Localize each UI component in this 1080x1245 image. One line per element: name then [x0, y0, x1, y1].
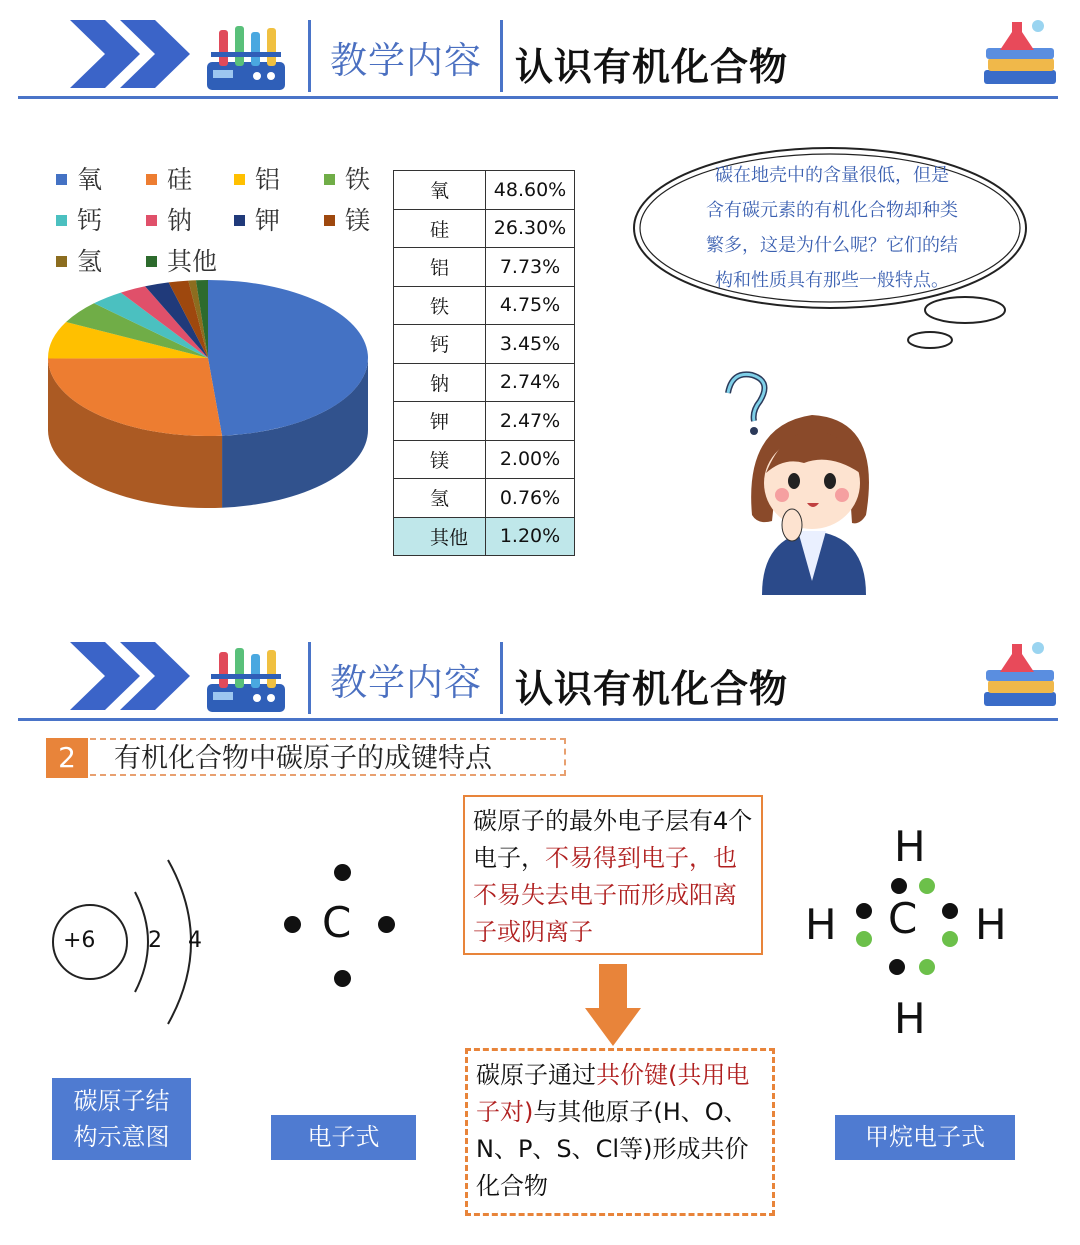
electron-dot-hydrogen	[942, 931, 958, 947]
header-bottom	[0, 622, 1080, 732]
hydrogen-right: H	[975, 900, 1007, 949]
element-percent-cell: 48.60%	[486, 171, 575, 210]
element-name-cell: 钠	[394, 363, 486, 402]
pie-chart	[40, 270, 380, 520]
hydrogen-top: H	[894, 822, 926, 871]
electron-dot	[334, 864, 351, 881]
electron-dot	[284, 916, 301, 933]
legend-item: 钙	[56, 201, 102, 237]
chevron-arrows-icon	[60, 14, 190, 94]
hydrogen-left: H	[805, 900, 837, 949]
electron-dot-hydrogen	[919, 878, 935, 894]
label-methane-formula: 甲烷电子式	[835, 1115, 1015, 1160]
legend-item: 铝	[234, 160, 280, 196]
legend-item: 钠	[146, 201, 192, 237]
element-name-cell: 钙	[394, 325, 486, 364]
test-tube-rack-icon	[205, 644, 287, 714]
electron-dot	[891, 878, 907, 894]
table-row	[394, 363, 575, 402]
header-label: 教学内容	[330, 39, 482, 82]
shell2-electrons: 4	[188, 928, 202, 953]
nucleus-charge: +6	[63, 928, 96, 953]
table-row	[394, 209, 575, 248]
element-percent-cell: 3.45%	[486, 325, 575, 364]
electron-dot-hydrogen	[856, 931, 872, 947]
header-top	[0, 0, 1080, 110]
element-percent-cell: 2.47%	[486, 402, 575, 441]
element-percent-cell: 2.00%	[486, 440, 575, 479]
table-row	[394, 517, 575, 556]
electron-dot	[889, 959, 905, 975]
label-atom-structure: 碳原子结 构示意图	[52, 1078, 191, 1160]
element-name-cell: 硅	[394, 209, 486, 248]
table-row	[394, 171, 575, 210]
element-percent-cell: 26.30%	[486, 209, 575, 248]
element-name-cell: 镁	[394, 440, 486, 479]
element-name-cell: 其他	[394, 517, 486, 556]
chevron-arrows-icon	[60, 636, 190, 716]
covalent-bond-note: 碳原子通过共价键(共用电子对)与其他原子(H、O、N、P、S、Cl等)形成共价化合物	[465, 1048, 775, 1216]
section-title: 有机化合物中碳原子的成键特点	[90, 738, 566, 776]
hydrogen-bottom: H	[894, 994, 926, 1043]
legend-item: 镁	[324, 201, 370, 237]
thinking-girl-illustration	[712, 365, 872, 595]
legend-item: 其他	[146, 242, 217, 278]
element-percent-cell: 1.20%	[486, 517, 575, 556]
table-row	[394, 479, 575, 518]
electron-dot	[942, 903, 958, 919]
down-arrow-icon	[585, 964, 641, 1046]
carbon-valence-note: 碳原子的最外电子层有4个电子，不易得到电子，也不易失去电子而形成阳离子或阴离子	[463, 795, 763, 955]
table-row	[394, 402, 575, 441]
header-label: 教学内容	[330, 661, 482, 704]
table-row	[394, 325, 575, 364]
element-name-cell: 铝	[394, 248, 486, 287]
element-percent-cell: 7.73%	[486, 248, 575, 287]
legend-item: 硅	[146, 160, 192, 196]
element-name-cell: 氢	[394, 479, 486, 518]
legend-item: 钾	[234, 201, 280, 237]
table-row	[394, 248, 575, 287]
bubble-text: 碳在地壳中的含量很低，但是 含有碳元素的有机化合物却种类 繁多，这是为什么呢？它们的结 构和性质具有那些一般特点。	[706, 165, 958, 291]
carbon-symbol: C	[322, 898, 352, 947]
books-flask-icon	[980, 634, 1060, 714]
electron-dot	[378, 916, 395, 933]
electron-dot	[856, 903, 872, 919]
electron-dot	[334, 970, 351, 987]
section-number: 2	[46, 738, 88, 778]
methane-carbon-symbol: C	[888, 894, 918, 943]
element-percent-cell: 4.75%	[486, 286, 575, 325]
header-title: 认识有机化合物	[515, 45, 789, 89]
shell1-electrons: 2	[148, 928, 162, 953]
table-row	[394, 440, 575, 479]
test-tube-rack-icon	[205, 22, 287, 92]
table-row	[394, 286, 575, 325]
electron-dot-hydrogen	[919, 959, 935, 975]
element-table	[393, 170, 575, 556]
header-title: 认识有机化合物	[515, 667, 789, 711]
label-electron-formula: 电子式	[271, 1115, 416, 1160]
element-name-cell: 钾	[394, 402, 486, 441]
element-percent-cell: 0.76%	[486, 479, 575, 518]
books-flask-icon	[980, 12, 1060, 92]
legend-item: 铁	[324, 160, 370, 196]
element-name-cell: 氧	[394, 171, 486, 210]
legend-item: 氧	[56, 160, 102, 196]
legend-item: 氢	[56, 242, 102, 278]
element-name-cell: 铁	[394, 286, 486, 325]
element-percent-cell: 2.74%	[486, 363, 575, 402]
